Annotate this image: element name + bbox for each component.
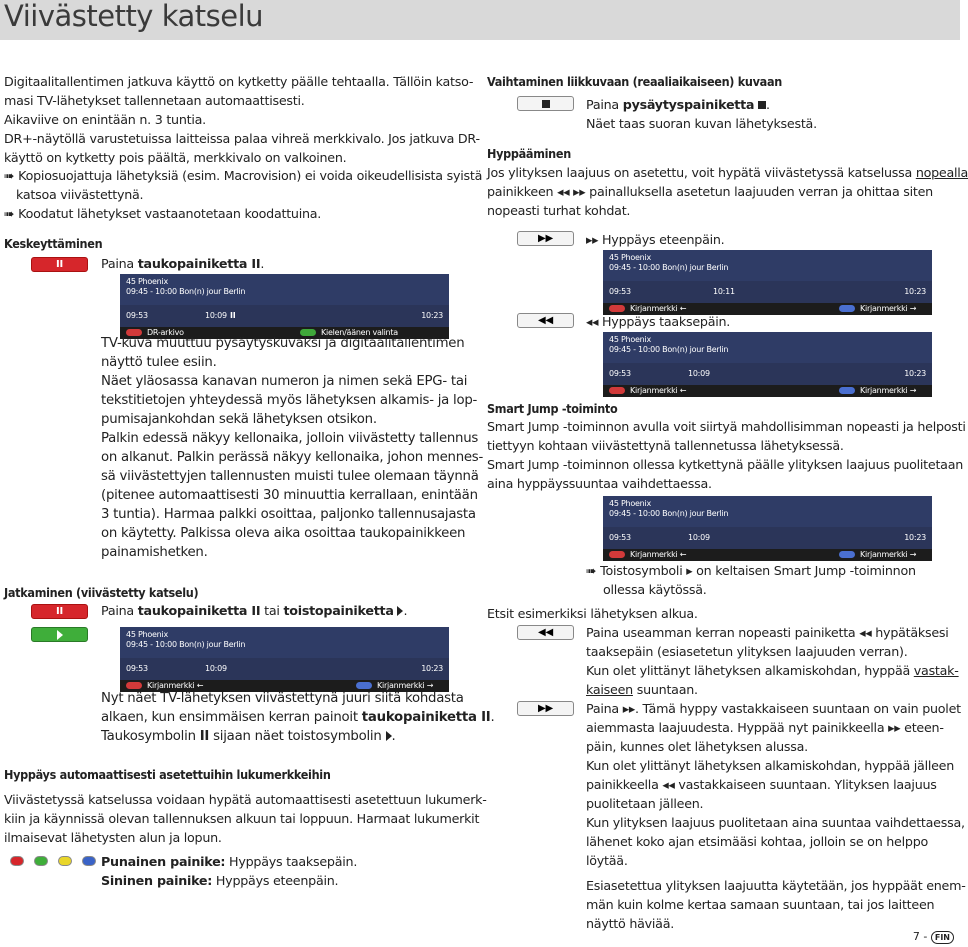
pause-desc: painamishetken.	[101, 545, 208, 560]
smart-desc: aina hyppäyssuuntaa vaihdettaessa.	[487, 476, 712, 491]
blue-key-icon[interactable]	[82, 856, 96, 866]
example-intro: Etsit esimerkiksi lähetyksen alkua.	[487, 606, 698, 621]
auto-heading: Hyppäys automaattisesti asetettuihin lukumerkkeihin	[4, 767, 331, 782]
jump-heading: Hyppääminen	[487, 146, 571, 161]
red-key-desc: Punainen painike: Hyppäys taaksepäin.	[101, 854, 358, 869]
blue-key-desc: Sininen painike: Hyppäys eteenpäin.	[101, 873, 339, 888]
example-step: Kun olet ylittänyt lähetyksen alkamiskohdan, hyppää jälleen	[586, 758, 955, 773]
backward-desc: ◂◂ Hyppäys taaksepäin.	[586, 314, 731, 329]
pause-desc: on käytetty. Palkissa oleva aika osoittaa taukopainikkeen	[101, 526, 466, 541]
rewind-button[interactable]: ◀◀	[517, 313, 574, 328]
dr-osd-continue: 45 Phoenix 09:45 - 10:00 Bon(n) jour Berlin 09:53 10:09 10:23 Kirjanmerkki ← Kirjanmerkki →	[120, 627, 449, 692]
pause-desc: on alkanut. Palkin perässä näkyy kellonaika, johon mennes-	[101, 450, 484, 465]
continue-desc: Nyt näet TV-lähetyksen viivästettynä juuri siitä kohdasta	[101, 691, 464, 706]
stop-icon	[758, 101, 766, 109]
jump-desc: Jos ylityksen laajuus on asetettu, voit hypätä viivästetyssä katselussa nopealla	[487, 165, 968, 180]
live-heading: Vaihtaminen liikkuvaan (reaaliaikaiseen) kuvaan	[487, 74, 782, 89]
smart-jump-heading: Smart Jump -toiminto	[487, 401, 618, 416]
stop-button[interactable]	[517, 96, 574, 111]
pause-desc: TV-kuva muuttuu pysäytyskuvaksi ja digitaalitallentimen	[101, 336, 465, 351]
stop-icon	[542, 100, 550, 108]
yellow-key-icon[interactable]	[58, 856, 72, 866]
smart-desc: tiettyyn kohtaan viivästettynä tallennetussa lähetyksessä.	[487, 438, 844, 453]
continue-instruction: Paina taukopainiketta II tai toistopainiketta .	[101, 603, 408, 618]
example-step: päin, kunnes olet lähetyksen alussa.	[586, 739, 808, 754]
example-step: löytää.	[586, 853, 628, 868]
intro-line: Digitaalitallentimen jatkuva käyttö on kytketty päälle tehtaalla. Tällöin katso-	[4, 74, 474, 89]
title-bar	[0, 0, 960, 40]
pause-heading: Keskeyttäminen	[4, 236, 103, 251]
example-step: painikkeella ◂◂ vastakkaiseen suuntaan. Ylityksen laajuus	[586, 777, 937, 792]
example-note: Esiasetettua ylityksen laajuutta käytetään, jos hyppäät enem-	[586, 878, 966, 893]
pause-desc: sä viivästettyjen tallennusten muisti tulee olemaan täynnä	[101, 469, 479, 484]
example-note: näyttö häviää.	[586, 916, 675, 931]
page-number: 7 -	[912, 930, 928, 943]
green-key-icon[interactable]	[34, 856, 48, 866]
smart-desc: Smart Jump -toiminnon ollessa kytkettynä päälle ylityksen laajuus puolitetaan	[487, 457, 964, 472]
pause-button[interactable]: II	[31, 257, 88, 272]
intro-line: käyttö on kytketty pois päältä, merkkivalo on valkoinen.	[4, 150, 347, 165]
example-step: Kun ylityksen laajuus puolitetaan aina suuntaa vaihdettaessa,	[586, 815, 965, 830]
note-copy-protect-cont: katsoa viivästettynä.	[16, 187, 144, 202]
jump-desc: painikkeen ◂◂ ▸▸ painalluksella asetetun laajuuden verran ja ohittaa siten	[487, 184, 933, 199]
live-instruction: Paina pysäytyspainiketta .	[586, 97, 770, 112]
play-icon	[57, 630, 63, 640]
intro-line: DR+-näytöllä varustetuissa laitteissa palaa vihreä merkkivalo. Jos jatkuva DR-	[4, 131, 480, 146]
example-step: puolitetaan jälleen.	[586, 796, 704, 811]
forward-desc: ▸▸ Hyppäys eteenpäin.	[586, 232, 725, 247]
page-title: Viivästetty katselu	[4, 0, 264, 33]
fast-forward-button[interactable]: ▶▶	[517, 231, 574, 246]
pause-desc: Palkin edessä näkyy kellonaika, jolloin viivästetty tallennus	[101, 431, 479, 446]
pause-desc: (pitenee automaattisesti 30 minuuttia kerrallaan, enintään	[101, 488, 478, 503]
continue-desc: Taukosymbolin II sijaan näet toistosymbolin .	[101, 729, 396, 744]
live-desc: Näet taas suoran kuvan lähetyksestä.	[586, 116, 817, 131]
example-note: män kuin kolme kertaa samaan suuntaan, tai jos laitteen	[586, 897, 935, 912]
pause-desc: tekstitietojen yhteydessä myös lähetyksen alkamis- ja lop-	[101, 393, 478, 408]
example-step: aiemmasta laajuudesta. Hyppää nyt painikkeella ▸▸ eteen-	[586, 720, 944, 735]
auto-desc: kiin ja käynnissä olevan tallennuksen alkuun tai loppuun. Harmaat lukumerkit	[4, 811, 480, 826]
auto-desc: Viivästetyssä katselussa voidaan hypätä automaattisesti asetettuun lukumerk-	[4, 792, 487, 807]
play-button[interactable]	[31, 627, 88, 642]
pause-desc: 3 tuntia). Harmaa palkki osoittaa, paljonko tallennusajasta	[101, 507, 476, 522]
rewind-button-example[interactable]: ◀◀	[517, 625, 574, 640]
smart-note: ➠ Toistosymboli ▸ on keltaisen Smart Jump -toiminnon	[586, 563, 916, 578]
fast-forward-button-example[interactable]: ▶▶	[517, 701, 574, 716]
example-step: Kun olet ylittänyt lähetyksen alkamiskohdan, hyppää vastak-	[586, 663, 959, 678]
intro-line: masi TV-lähetykset tallennetaan automaattisesti.	[4, 93, 305, 108]
pause-desc: Näet yläosassa kanavan numeron ja nimen sekä EPG- tai	[101, 374, 468, 389]
smart-desc: Smart Jump -toiminnon avulla voit siirtyä mahdollisimman nopeasti ja helposti	[487, 419, 966, 434]
example-step: Paina useamman kerran nopeasti painiketta ◂◂ hypätäksesi	[586, 625, 949, 640]
dr-osd-forward: 45 Phoenix 09:45 - 10:00 Bon(n) jour Berlin 09:53 10:11 10:23 Kirjanmerkki ← Kirjanmerkki →	[603, 250, 932, 315]
smart-note: ollessa käytössä.	[603, 582, 707, 597]
example-step: Paina ▸▸. Tämä hyppy vastakkaiseen suuntaan on vain puolet	[586, 701, 961, 716]
pause-desc: näyttö tulee esiin.	[101, 355, 217, 370]
intro-line: Aikaviive on enintään n. 3 tuntia.	[4, 112, 206, 127]
dr-osd-backward: 45 Phoenix 09:45 - 10:00 Bon(n) jour Berlin 09:53 10:09 10:23 Kirjanmerkki ← Kirjanmerkki →	[603, 332, 932, 397]
pause-instruction: Paina taukopainiketta II.	[101, 256, 265, 271]
continue-desc: alkaen, kun ensimmäisen kerran painoit taukopainiketta II.	[101, 710, 495, 725]
language-badge: FIN	[931, 931, 954, 944]
auto-desc: ilmaisevat lähetysten alun ja lopun.	[4, 830, 222, 845]
jump-desc: nopeasti turhat kohdat.	[487, 203, 631, 218]
dr-osd-smart-jump: 45 Phoenix 09:45 - 10:00 Bon(n) jour Berlin 09:53 10:09 10:23 Kirjanmerkki ← Kirjanmerkki →	[603, 496, 932, 561]
dr-osd-pause: 45 Phoenix 09:45 - 10:00 Bon(n) jour Berlin 09:53 10:09 II 10:23 DR-arkivo Kielen/äänen valinta	[120, 274, 449, 339]
pause-button-continue[interactable]: II	[31, 604, 88, 619]
pause-desc: pumisajankohdan sekä lähetyksen otsikon.	[101, 412, 377, 427]
example-step: lähenet koko ajan etsimääsi kohtaa, jolloin se on helppo	[586, 834, 929, 849]
example-step: kaiseen suuntaan.	[586, 682, 698, 697]
red-key-icon[interactable]	[10, 856, 24, 866]
note-copy-protect: ➠ Kopiosuojattuja lähetyksiä (esim. Macrovision) ei voida oikeudellisista syistä	[4, 168, 483, 183]
note-encoded: ➠ Koodatut lähetykset vastaanotetaan koodattuina.	[4, 206, 322, 221]
continue-heading: Jatkaminen (viivästetty katselu)	[4, 585, 199, 600]
example-step: taaksepäin (esiasetetun ylityksen laajuuden verran).	[586, 644, 908, 659]
page-footer	[913, 930, 954, 944]
